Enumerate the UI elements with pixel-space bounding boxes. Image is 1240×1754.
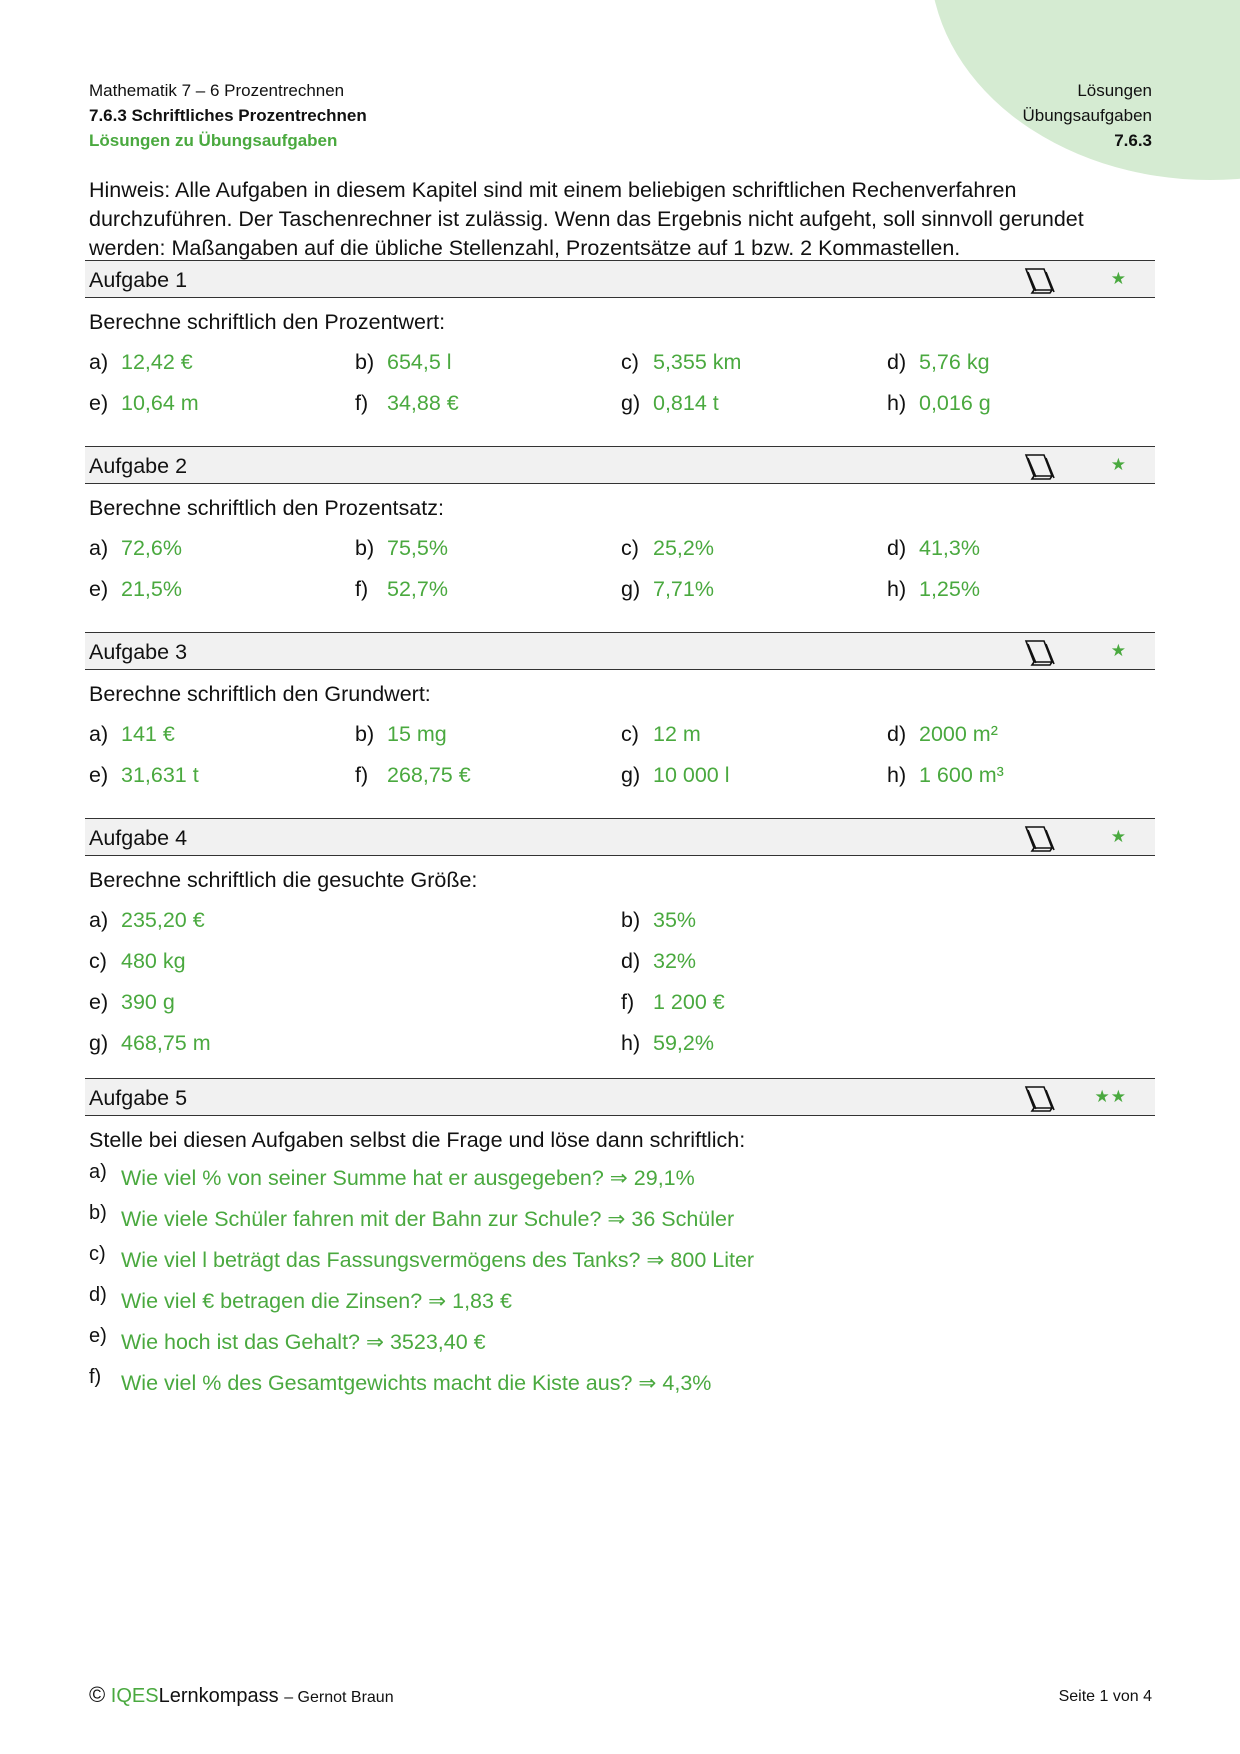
item-label: h)	[887, 391, 907, 415]
item-label: d)	[887, 536, 907, 560]
answer-item	[887, 719, 1153, 749]
answer-item	[355, 760, 621, 790]
item-answer: 15 mg	[387, 722, 447, 746]
item-answer: 268,75 €	[387, 763, 471, 787]
item-label: f)	[89, 1366, 102, 1388]
item-answer: 5,355 km	[653, 350, 742, 374]
question-item	[89, 1284, 1155, 1329]
star-icon: ★★	[1094, 1087, 1127, 1106]
answer-item	[621, 533, 887, 563]
answer-item	[887, 574, 1153, 604]
answer-item	[89, 347, 355, 377]
answer-item	[621, 347, 887, 377]
item-answer: 390 g	[121, 990, 175, 1014]
item-label: f)	[355, 763, 369, 787]
item-label: a)	[89, 350, 109, 374]
task-header	[85, 818, 1155, 856]
item-label: d)	[887, 350, 907, 374]
answer-item	[89, 574, 355, 604]
item-label: g)	[621, 391, 641, 415]
item-answer: 1 600 m³	[919, 763, 1004, 787]
answer-item	[621, 987, 1153, 1017]
star-icon: ★	[1110, 827, 1127, 846]
author: – Gernot Braun	[284, 1689, 394, 1706]
item-label: a)	[89, 722, 109, 746]
item-answer: 72,6%	[121, 536, 182, 560]
brand-iqes: IQES	[110, 1685, 159, 1707]
answer-grid	[89, 347, 1155, 418]
item-answer: 31,631 t	[121, 763, 199, 787]
item-label: b)	[621, 908, 641, 932]
task-3	[85, 632, 1155, 790]
task-title: Aufgabe 5	[89, 1086, 188, 1110]
question-item	[89, 1366, 1155, 1411]
item-label: b)	[89, 1202, 107, 1224]
item-label: f)	[355, 577, 369, 601]
item-answer: 12,42 €	[121, 350, 193, 374]
answer-item	[621, 760, 887, 790]
answer-item	[887, 760, 1153, 790]
task-header	[85, 446, 1155, 484]
item-answer: 7,71%	[653, 577, 714, 601]
item-answer: 480 kg	[121, 949, 186, 973]
header-right	[1022, 78, 1152, 153]
answer-item	[355, 719, 621, 749]
item-answer: Wie viel € betragen die Zinsen? ⇒ 1,83 €	[121, 1289, 512, 1313]
item-label: f)	[621, 990, 635, 1014]
item-label: e)	[89, 990, 109, 1014]
item-label: c)	[89, 949, 107, 973]
item-answer: Wie viel l beträgt das Fassungsvermögens des Tanks? ⇒ 800 Liter	[121, 1248, 755, 1272]
task-description: Berechne schriftlich die gesuchte Größe:	[89, 868, 478, 892]
task-description: Berechne schriftlich den Prozentsatz:	[89, 496, 444, 520]
item-answer: 21,5%	[121, 577, 182, 601]
answer-item	[621, 388, 887, 418]
answer-item	[621, 1028, 1153, 1058]
item-answer: 5,76 kg	[919, 350, 990, 374]
item-label: d)	[621, 949, 641, 973]
header-type: Lösungen	[1077, 81, 1152, 100]
header-chapter: 7.6.3 Schriftliches Prozentrechnen	[89, 106, 367, 125]
item-label: b)	[355, 722, 375, 746]
header-left	[89, 78, 367, 153]
task-4	[85, 818, 1155, 1058]
item-label: a)	[89, 908, 109, 932]
task-description: Stelle bei diesen Aufgaben selbst die Frage und löse dann schriftlich:	[89, 1128, 746, 1152]
item-answer: 1 200 €	[653, 990, 725, 1014]
task-title: Aufgabe 4	[89, 826, 188, 850]
answer-item	[621, 719, 887, 749]
item-answer: 0,814 t	[653, 391, 719, 415]
task-description: Berechne schriftlich den Grundwert:	[89, 682, 431, 706]
book-icon	[1020, 452, 1056, 480]
answer-item	[355, 347, 621, 377]
item-answer: 0,016 g	[919, 391, 991, 415]
book-icon	[1020, 638, 1056, 666]
answer-item	[887, 388, 1153, 418]
task-title: Aufgabe 3	[89, 640, 188, 664]
task-title: Aufgabe 1	[89, 268, 188, 292]
item-label: e)	[89, 763, 109, 787]
answer-item	[89, 760, 355, 790]
answer-item	[89, 388, 355, 418]
question-list	[89, 1161, 1155, 1411]
answer-item	[89, 905, 621, 935]
item-answer: Wie viele Schüler fahren mit der Bahn zur Schule? ⇒ 36 Schüler	[121, 1207, 735, 1231]
task-header	[85, 260, 1155, 298]
book-icon	[1020, 1084, 1056, 1112]
item-label: h)	[887, 577, 907, 601]
item-label: e)	[89, 1325, 107, 1347]
item-answer: 141 €	[121, 722, 175, 746]
task-2	[85, 446, 1155, 604]
answer-item	[355, 388, 621, 418]
item-answer: 654,5 l	[387, 350, 452, 374]
item-answer: 10,64 m	[121, 391, 199, 415]
book-icon	[1020, 266, 1056, 294]
header-subject: Mathematik 7 – 6 Prozentrechnen	[89, 81, 345, 100]
page-number: Seite 1 von 4	[1058, 1688, 1152, 1705]
question-item	[89, 1161, 1155, 1206]
answer-item	[887, 533, 1153, 563]
answer-item	[621, 946, 1153, 976]
hint-text: Hinweis: Alle Aufgaben in diesem Kapitel sind mit einem beliebigen schriftlichen Rechenverfahren durchzuführen. Der Taschenrechner ist zulässig. Wenn das Ergebnis nicht aufgeht, soll sinnvoll gerundet werden: Maßangaben auf die übliche Stellenzahl, Prozentsätze auf 1 bzw. 2 Kommastellen.	[89, 178, 1084, 260]
item-label: e)	[89, 577, 109, 601]
star-icon: ★	[1110, 641, 1127, 660]
item-answer: 2000 m²	[919, 722, 998, 746]
task-title: Aufgabe 2	[89, 454, 188, 478]
header-category: Übungsaufgaben	[1022, 106, 1152, 125]
item-label: c)	[621, 350, 639, 374]
item-answer: 235,20 €	[121, 908, 205, 932]
header-section: Lösungen zu Übungsaufgaben	[89, 131, 338, 150]
item-answer: 10 000 l	[653, 763, 730, 787]
answer-item	[89, 719, 355, 749]
header-number: 7.6.3	[1114, 131, 1152, 150]
item-answer: 32%	[653, 949, 697, 973]
answer-item	[355, 574, 621, 604]
task-5	[85, 1078, 1155, 1411]
answer-item	[89, 533, 355, 563]
item-label: h)	[621, 1031, 641, 1055]
item-label: b)	[355, 536, 375, 560]
answer-item	[621, 905, 1153, 935]
book-icon	[1020, 824, 1056, 852]
item-label: g)	[89, 1031, 109, 1055]
answer-item	[89, 987, 621, 1017]
item-answer: 1,25%	[919, 577, 980, 601]
item-answer: 35%	[653, 908, 697, 932]
item-label: g)	[621, 577, 641, 601]
item-answer: Wie viel % von seiner Summe hat er ausgegeben? ⇒ 29,1%	[121, 1166, 695, 1190]
item-label: a)	[89, 1161, 107, 1183]
copyright-icon: ©	[89, 1682, 106, 1707]
task-description: Berechne schriftlich den Prozentwert:	[89, 310, 446, 334]
item-answer: 12 m	[653, 722, 701, 746]
star-icon: ★	[1110, 455, 1127, 474]
answer-item	[89, 946, 621, 976]
item-answer: 59,2%	[653, 1031, 714, 1055]
item-label: e)	[89, 391, 109, 415]
question-item	[89, 1325, 1155, 1370]
question-item	[89, 1202, 1155, 1247]
item-answer: 25,2%	[653, 536, 714, 560]
item-label: h)	[887, 763, 907, 787]
task-1	[85, 260, 1155, 418]
answer-item	[355, 533, 621, 563]
answer-grid	[89, 719, 1155, 790]
item-label: c)	[89, 1243, 106, 1265]
star-icon: ★	[1110, 269, 1127, 288]
item-label: a)	[89, 536, 109, 560]
item-label: g)	[621, 763, 641, 787]
item-answer: 468,75 m	[121, 1031, 211, 1055]
item-answer: 52,7%	[387, 577, 448, 601]
item-label: f)	[355, 391, 369, 415]
item-answer: Wie viel % des Gesamtgewichts macht die Kiste aus? ⇒ 4,3%	[121, 1371, 712, 1395]
task-header	[85, 632, 1155, 670]
answer-item	[887, 347, 1153, 377]
answer-item	[621, 574, 887, 604]
item-answer: 34,88 €	[387, 391, 459, 415]
item-answer: 75,5%	[387, 536, 448, 560]
item-label: d)	[887, 722, 907, 746]
task-header	[85, 1078, 1155, 1116]
question-item	[89, 1243, 1155, 1288]
brand-name: Lernkompass	[158, 1685, 279, 1707]
answer-grid	[89, 905, 1155, 1058]
item-label: b)	[355, 350, 375, 374]
item-answer: 41,3%	[919, 536, 980, 560]
footer-brand	[89, 1682, 394, 1708]
item-label: c)	[621, 536, 639, 560]
answer-grid	[89, 533, 1155, 604]
item-label: c)	[621, 722, 639, 746]
answer-item	[89, 1028, 621, 1058]
item-label: d)	[89, 1284, 107, 1306]
item-answer: Wie hoch ist das Gehalt? ⇒ 3523,40 €	[121, 1330, 486, 1354]
